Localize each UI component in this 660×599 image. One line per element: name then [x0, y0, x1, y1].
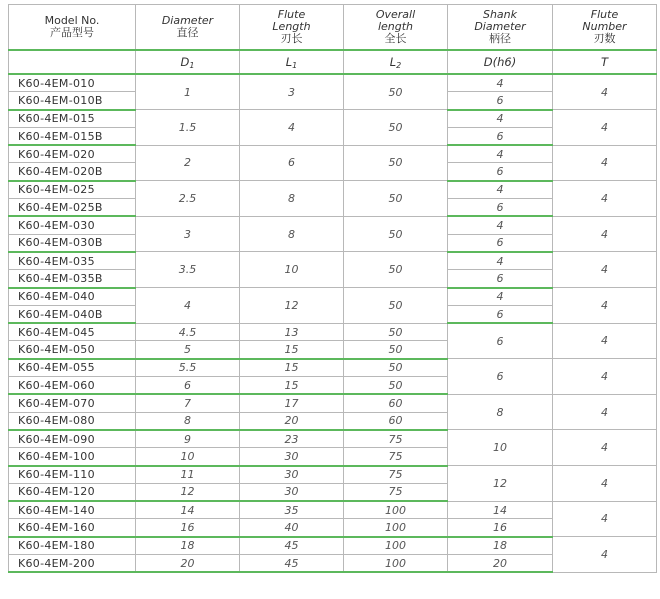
model-cell: K60-4EM-050: [9, 341, 136, 359]
overall-length-cell: 50: [344, 252, 448, 288]
symbol-d1-sub: 1: [189, 60, 195, 70]
flute-number-cell: 4: [553, 288, 657, 324]
model-cell: K60-4EM-030B: [9, 234, 136, 252]
shank-diameter-cell: 6: [448, 270, 553, 288]
flute-number-cell: 4: [553, 181, 657, 217]
flute-length-cell: 12: [240, 288, 344, 324]
flute-length-cell: 13: [240, 323, 344, 341]
symbol-d1-letter: D: [180, 54, 190, 69]
flute-length-cell: 8: [240, 181, 344, 217]
overall-length-cell: 75: [344, 430, 448, 448]
header-flute-number: [553, 5, 657, 51]
flute-length-cell: 30: [240, 466, 344, 484]
flute-number-cell: 4: [553, 323, 657, 359]
shank-diameter-cell: 4: [448, 252, 553, 270]
model-cell: K60-4EM-080: [9, 412, 136, 430]
table-row: [9, 323, 657, 341]
flute-number-cell: 4: [553, 501, 657, 537]
flute-length-cell: 30: [240, 483, 344, 501]
table-row: [9, 181, 657, 199]
table-row: [9, 110, 657, 128]
shank-diameter-cell: 6: [448, 92, 553, 110]
shank-diameter-cell: 16: [448, 519, 553, 537]
shank-diameter-cell: 10: [448, 430, 553, 466]
model-cell: K60-4EM-110: [9, 466, 136, 484]
header-overall-length: [344, 5, 448, 51]
flute-length-cell: 10: [240, 252, 344, 288]
header-shank-diameter-en2: Diameter: [474, 20, 526, 33]
model-cell: K60-4EM-030: [9, 216, 136, 234]
symbol-d1: [136, 50, 240, 74]
diameter-cell: 5.5: [136, 359, 240, 377]
model-cell: K60-4EM-015: [9, 110, 136, 128]
table-row: [9, 74, 657, 92]
overall-length-cell: 75: [344, 466, 448, 484]
table-row: [9, 466, 657, 484]
diameter-cell: 3.5: [136, 252, 240, 288]
overall-length-cell: 50: [344, 359, 448, 377]
overall-length-cell: 50: [344, 110, 448, 146]
model-cell: K60-4EM-035: [9, 252, 136, 270]
diameter-cell: 1.5: [136, 110, 240, 146]
flute-length-cell: 45: [240, 555, 344, 573]
header-flute-number-en1: Flute: [590, 8, 619, 21]
shank-diameter-cell: 6: [448, 359, 553, 395]
overall-length-cell: 50: [344, 323, 448, 341]
flute-number-cell: 4: [553, 537, 657, 573]
table-row: [9, 216, 657, 234]
model-cell: K60-4EM-200: [9, 555, 136, 573]
shank-diameter-cell: 18: [448, 537, 553, 555]
header-overall-length-en2: length: [377, 20, 414, 33]
shank-diameter-cell: 6: [448, 305, 553, 323]
flute-length-cell: 4: [240, 110, 344, 146]
overall-length-cell: 50: [344, 181, 448, 217]
table-row: [9, 537, 657, 555]
overall-length-cell: 75: [344, 483, 448, 501]
diameter-cell: 8: [136, 412, 240, 430]
overall-length-cell: 60: [344, 394, 448, 412]
flute-number-cell: 4: [553, 430, 657, 466]
diameter-cell: 5: [136, 341, 240, 359]
flute-length-cell: 40: [240, 519, 344, 537]
model-cell: K60-4EM-020: [9, 145, 136, 163]
shank-diameter-cell: 4: [448, 288, 553, 306]
overall-length-cell: 50: [344, 216, 448, 252]
header-overall-length-zh: 全长: [384, 32, 407, 45]
flute-length-cell: 6: [240, 145, 344, 181]
overall-length-cell: 100: [344, 501, 448, 519]
overall-length-cell: 60: [344, 412, 448, 430]
model-cell: K60-4EM-090: [9, 430, 136, 448]
symbol-model: [9, 50, 136, 74]
header-flute-length-en2: Length: [272, 20, 311, 33]
shank-diameter-cell: 12: [448, 466, 553, 502]
overall-length-cell: 50: [344, 74, 448, 110]
symbol-l1-letter: L: [285, 54, 293, 69]
model-cell: K60-4EM-120: [9, 483, 136, 501]
header-diameter: [136, 5, 240, 51]
flute-length-cell: 17: [240, 394, 344, 412]
flute-length-cell: 20: [240, 412, 344, 430]
diameter-cell: 9: [136, 430, 240, 448]
flute-number-cell: 4: [553, 216, 657, 252]
header-shank-diameter: [448, 5, 553, 51]
flute-length-cell: 45: [240, 537, 344, 555]
model-cell: K60-4EM-010: [9, 74, 136, 92]
flute-length-cell: 15: [240, 377, 344, 395]
flute-length-cell: 15: [240, 359, 344, 377]
diameter-cell: 10: [136, 448, 240, 466]
header-flute-length-zh: 刃长: [280, 32, 303, 45]
flute-number-cell: 4: [553, 466, 657, 502]
shank-diameter-cell: 8: [448, 394, 553, 430]
table-row: [9, 394, 657, 412]
header-shank-diameter-en1: Shank: [482, 8, 518, 21]
spec-table-body: [9, 74, 657, 572]
symbol-dh6: D(h6): [448, 50, 553, 74]
model-cell: K60-4EM-025: [9, 181, 136, 199]
header-model-zh: 产品型号: [50, 26, 94, 39]
diameter-cell: 20: [136, 555, 240, 573]
model-cell: K60-4EM-140: [9, 501, 136, 519]
table-row: [9, 359, 657, 377]
header-shank-diameter-zh: 柄径: [489, 32, 511, 45]
model-cell: K60-4EM-055: [9, 359, 136, 377]
flute-length-cell: 15: [240, 341, 344, 359]
overall-length-cell: 50: [344, 288, 448, 324]
header-flute-number-en2: Number: [582, 20, 627, 33]
diameter-cell: 12: [136, 483, 240, 501]
overall-length-cell: 75: [344, 448, 448, 466]
diameter-cell: 4.5: [136, 323, 240, 341]
diameter-cell: 16: [136, 519, 240, 537]
overall-length-cell: 50: [344, 341, 448, 359]
table-row: [9, 145, 657, 163]
flute-length-cell: 23: [240, 430, 344, 448]
header-flute-number-zh: 刃数: [593, 32, 616, 45]
shank-diameter-cell: 6: [448, 199, 553, 217]
table-row: [9, 288, 657, 306]
flute-number-cell: 4: [553, 110, 657, 146]
diameter-cell: 7: [136, 394, 240, 412]
model-cell: K60-4EM-070: [9, 394, 136, 412]
shank-diameter-cell: 4: [448, 74, 553, 92]
shank-diameter-cell: 4: [448, 216, 553, 234]
shank-diameter-cell: 6: [448, 323, 553, 359]
symbol-l2-letter: L: [389, 54, 397, 69]
overall-length-cell: 100: [344, 519, 448, 537]
model-cell: K60-4EM-025B: [9, 199, 136, 217]
model-cell: K60-4EM-100: [9, 448, 136, 466]
table-row: [9, 430, 657, 448]
flute-number-cell: 4: [553, 252, 657, 288]
diameter-cell: 11: [136, 466, 240, 484]
overall-length-cell: 50: [344, 377, 448, 395]
header-flute-length: [240, 5, 344, 51]
header-diameter-zh: 直径: [176, 26, 199, 39]
diameter-cell: 14: [136, 501, 240, 519]
overall-length-cell: 100: [344, 537, 448, 555]
model-cell: K60-4EM-040B: [9, 305, 136, 323]
model-cell: K60-4EM-045: [9, 323, 136, 341]
diameter-cell: 3: [136, 216, 240, 252]
model-cell: K60-4EM-010B: [9, 92, 136, 110]
symbol-row: [9, 50, 657, 74]
spec-table: [8, 4, 657, 573]
model-cell: K60-4EM-020B: [9, 163, 136, 181]
overall-length-cell: 50: [344, 145, 448, 181]
shank-diameter-cell: 4: [448, 110, 553, 128]
symbol-l2-sub: 2: [396, 60, 402, 70]
flute-length-cell: 35: [240, 501, 344, 519]
diameter-cell: 2.5: [136, 181, 240, 217]
overall-length-cell: 100: [344, 555, 448, 573]
header-flute-length-en1: Flute: [277, 8, 306, 21]
diameter-cell: 2: [136, 145, 240, 181]
flute-number-cell: 4: [553, 359, 657, 395]
model-cell: K60-4EM-060: [9, 377, 136, 395]
diameter-cell: 1: [136, 74, 240, 110]
diameter-cell: 6: [136, 377, 240, 395]
shank-diameter-cell: 4: [448, 145, 553, 163]
spec-table-container: [8, 4, 656, 573]
model-cell: K60-4EM-160: [9, 519, 136, 537]
flute-length-cell: 30: [240, 448, 344, 466]
shank-diameter-cell: 6: [448, 127, 553, 145]
header-model: [9, 5, 136, 51]
header-row: [9, 5, 657, 51]
symbol-l1-sub: 1: [292, 60, 298, 70]
shank-diameter-cell: 4: [448, 181, 553, 199]
model-cell: K60-4EM-015B: [9, 127, 136, 145]
flute-number-cell: 4: [553, 145, 657, 181]
flute-number-cell: 4: [553, 74, 657, 110]
shank-diameter-cell: 20: [448, 555, 553, 573]
header-diameter-en: Diameter: [161, 14, 214, 27]
flute-length-cell: 3: [240, 74, 344, 110]
header-model-en: Model No.: [44, 14, 100, 27]
shank-diameter-cell: 6: [448, 163, 553, 181]
flute-length-cell: 8: [240, 216, 344, 252]
model-cell: K60-4EM-180: [9, 537, 136, 555]
model-cell: K60-4EM-040: [9, 288, 136, 306]
symbol-l2: [344, 50, 448, 74]
model-cell: K60-4EM-035B: [9, 270, 136, 288]
shank-diameter-cell: 14: [448, 501, 553, 519]
symbol-l1: [240, 50, 344, 74]
diameter-cell: 18: [136, 537, 240, 555]
diameter-cell: 4: [136, 288, 240, 324]
flute-number-cell: 4: [553, 394, 657, 430]
table-row: [9, 252, 657, 270]
header-overall-length-en1: Overall: [375, 8, 416, 21]
table-row: [9, 501, 657, 519]
shank-diameter-cell: 6: [448, 234, 553, 252]
symbol-t: T: [553, 50, 657, 74]
